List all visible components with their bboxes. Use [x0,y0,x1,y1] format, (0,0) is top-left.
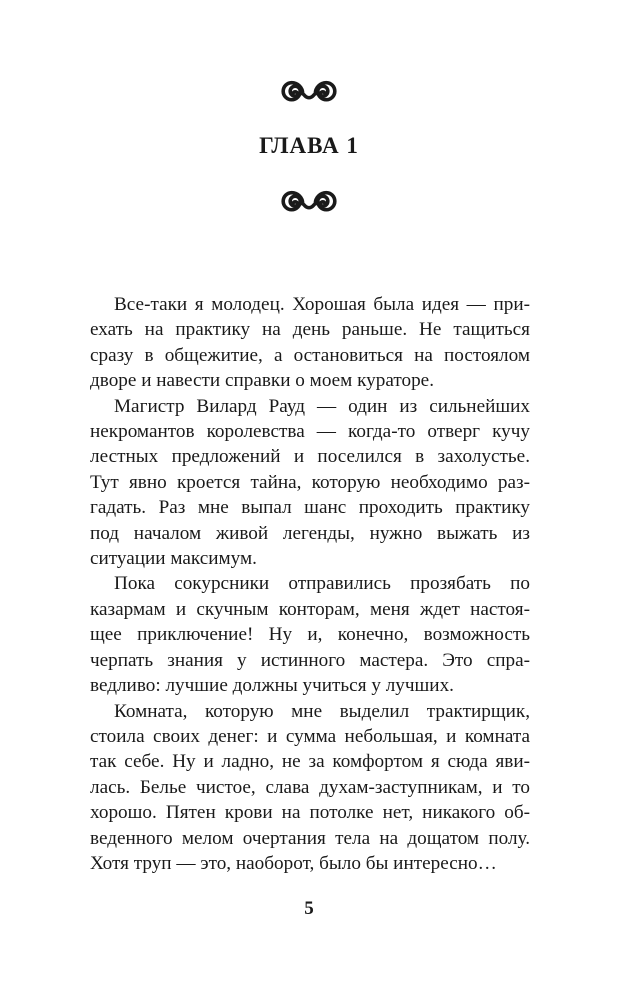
text-line: Все-таки я молодец. Хорошая была идея — при- [114,294,530,315]
paragraph-4 [90,699,530,877]
text-line: лестных предложений и поселился в захолустье. [90,446,530,468]
text-line: веденного мелом очертания тела на дощатом полу. [90,827,530,849]
paragraph-2 [90,394,530,572]
text-line: ситуации максимум. [90,548,257,570]
paragraph-3 [90,571,530,698]
text-line: сразу в общежитие, а остановиться на постоялом [90,344,530,366]
page-number: 5 [304,898,314,919]
text-line: Тут явно кроется тайна, которую необходимо раз- [90,471,530,493]
paragraph-1 [90,292,530,394]
double-spiral-ornament-icon [276,77,342,111]
text-line: стоила своих денег: и сумма небольшая, и комната [90,725,530,747]
text-line: щее приключение! Ну и, конечно, возможность [90,624,530,646]
ornament-bottom [0,186,618,222]
text-line: ведливо: лучшие должны учиться у лучших. [90,675,454,697]
text-line: некромантов королевства — когда-то отверг кучу [90,421,530,443]
chapter-body-text [90,292,530,876]
text-line: хорошо. Пятен крови на потолке нет, никакого об- [90,802,530,824]
text-line: дворе и навести справки о моем кураторе. [90,370,434,392]
text-line: черпать знания у истинного мастера. Это спра- [90,649,530,671]
text-line: Пока сокурсники отправились прозябать по [114,573,530,595]
text-line: Хотя труп — это, наоборот, было бы интересно… [90,852,497,874]
text-line: Комната, которую мне выделил трактирщик, [114,700,530,722]
text-line: под началом живой легенды, нужно выжать из [90,522,530,544]
text-line: лась. Белье чистое, слава духам-заступникам, и то [90,776,530,798]
text-line: ехать на практику на день раньше. Не тащиться [90,319,530,341]
text-line: казармам и скучным конторам, меня ждет настоя- [90,598,530,620]
text-line: гадать. Раз мне выпал шанс проходить практику [90,497,530,519]
text-line: Магистр Вилард Рауд — один из сильнейших [114,395,530,417]
double-spiral-ornament-icon [276,187,342,221]
text-line: так себе. Ну и ладно, не за комфортом я сюда яви- [90,751,530,773]
chapter-title: ГЛАВА 1 [259,133,359,158]
ornament-top [0,76,618,112]
